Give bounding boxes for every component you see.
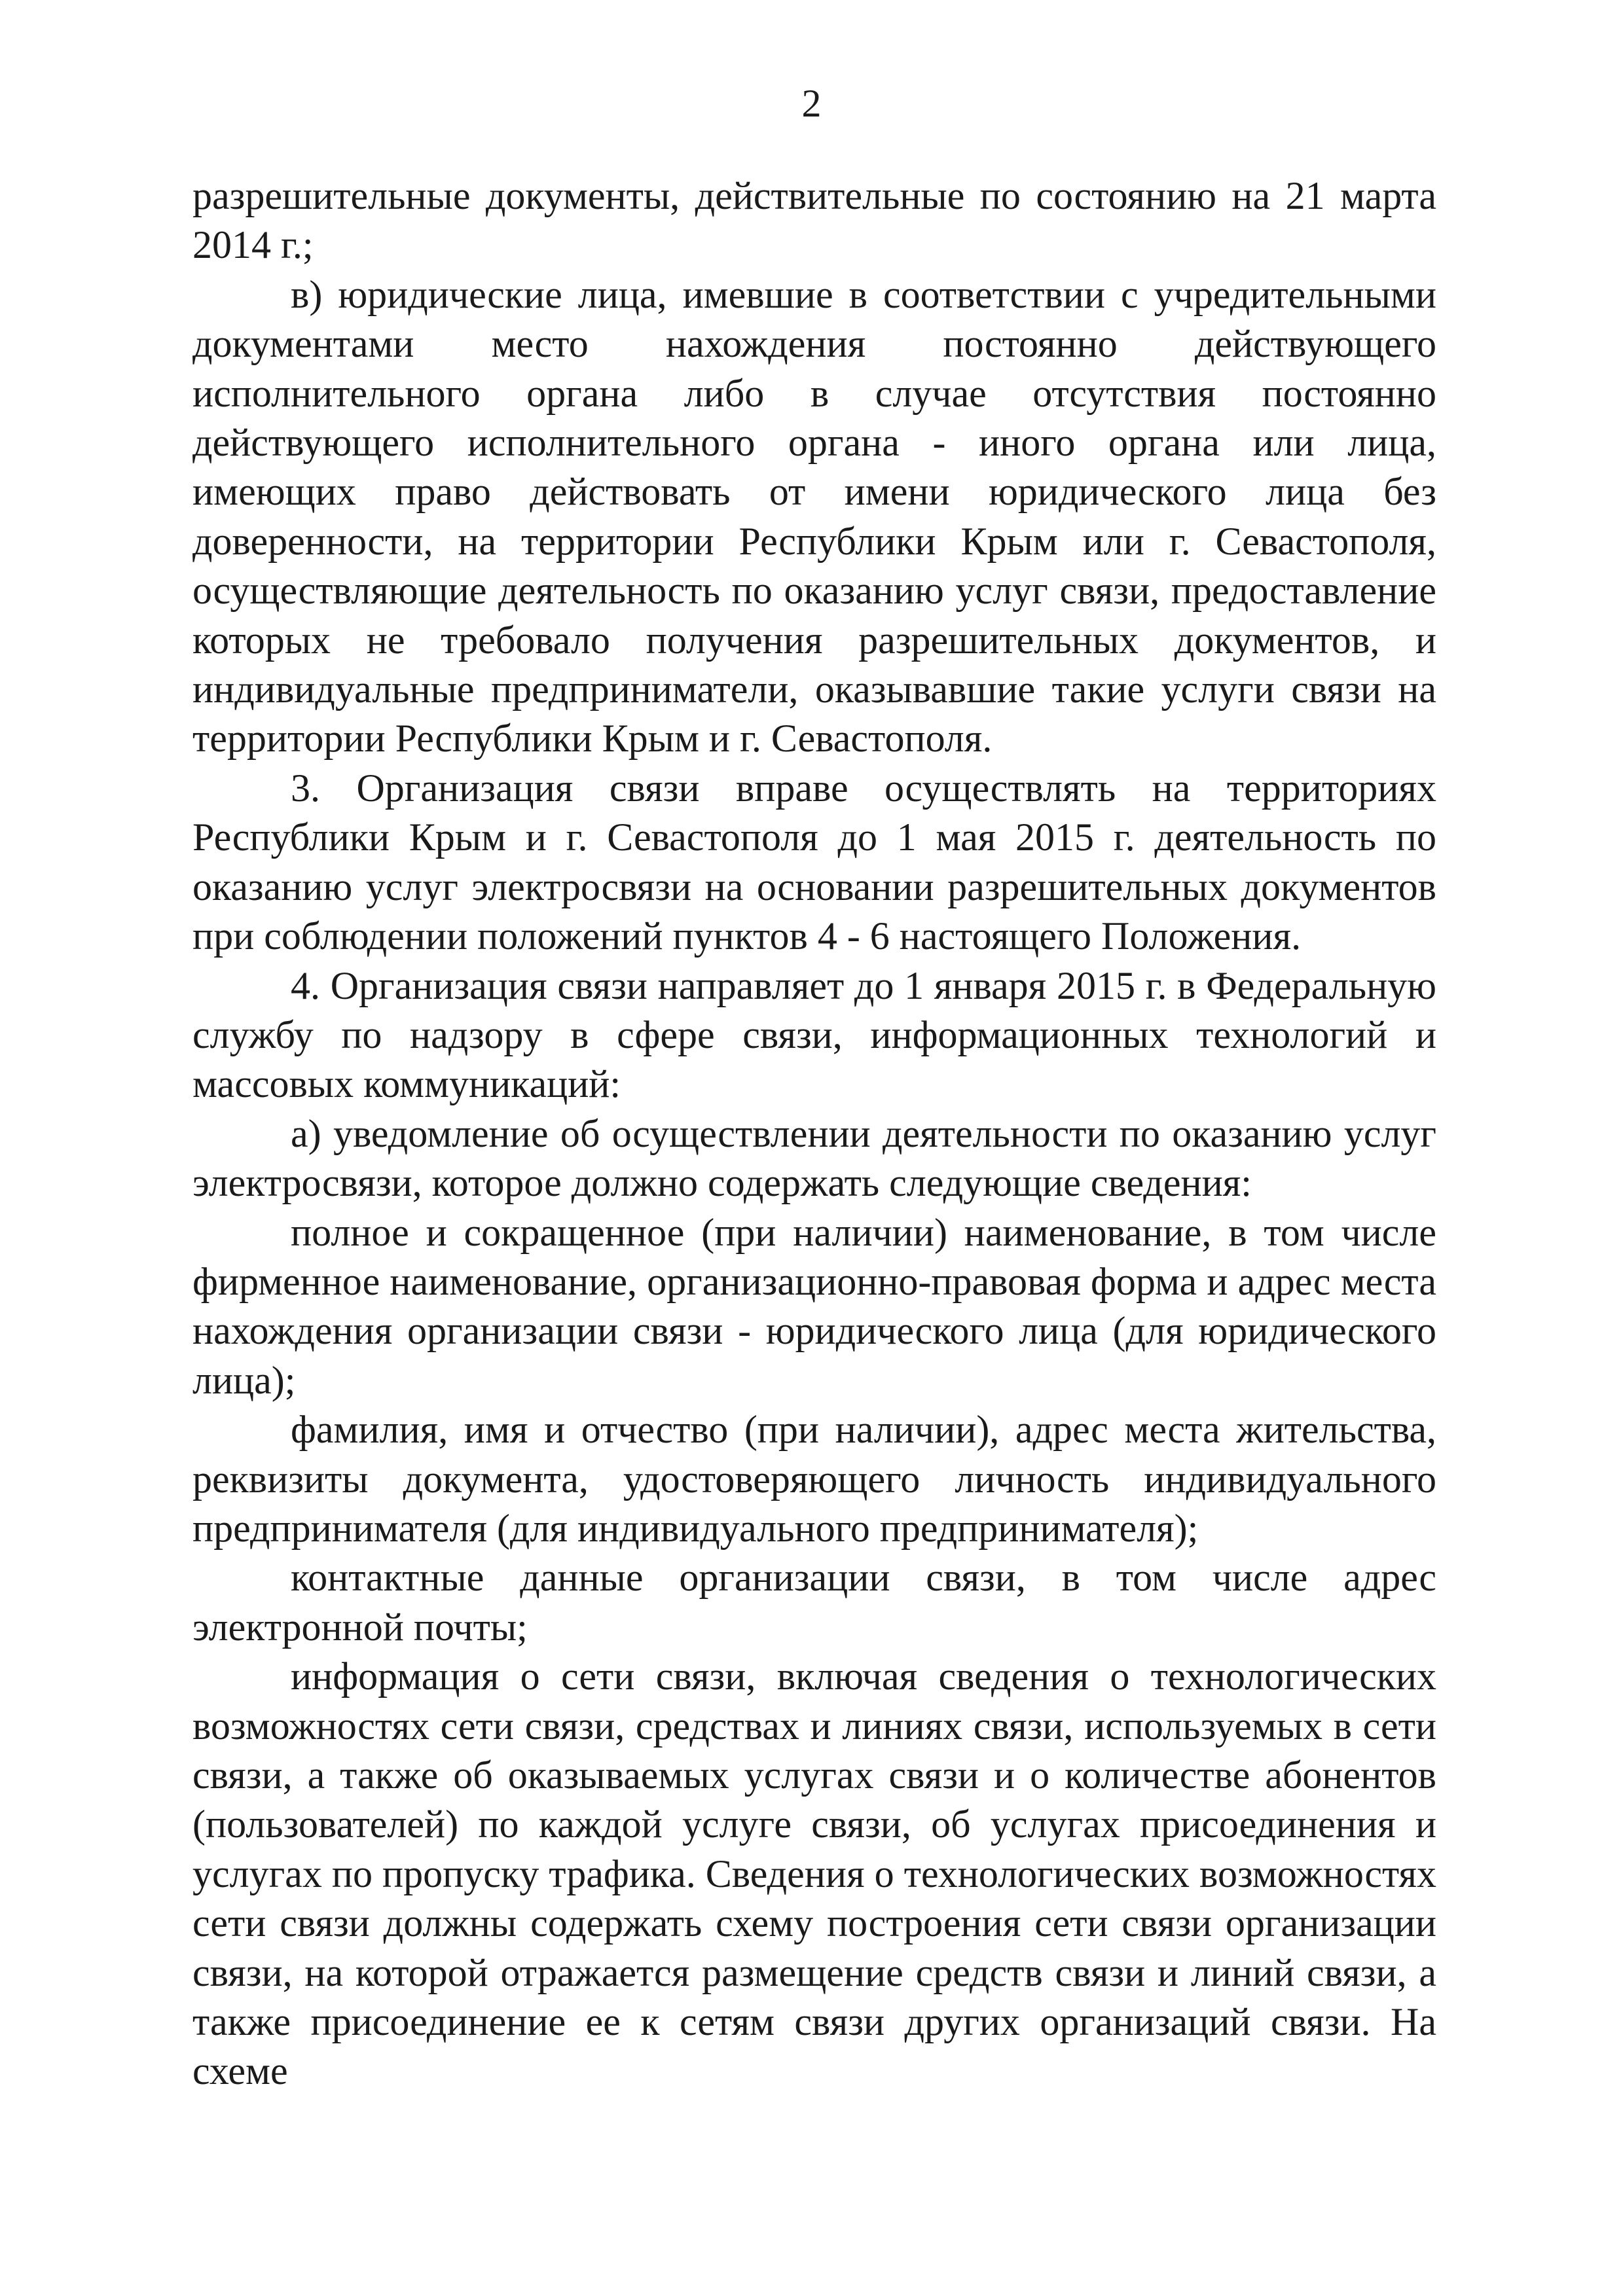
paragraph-network-info: информация о сети связи, включая сведения о технологических возможностях сети связи, средствах и линиях связи, используемых в сети связи, а также об оказываемых услугах связи и о количестве абонентов (пользователей) по каждой услуге связи, об услугах присоединения и услугах по пропуску трафика. Сведения о технологических возможностях сети связи должны содержать схему построения сети связи организации связи, на которой отражается размещение средств связи и линий связи, а также присоединение ее к сетям связи других организаций связи. На схеме (192, 1655, 1436, 2093)
document-body (192, 171, 1436, 2096)
paragraph-permits-continuation: разрешительные документы, действительные по состоянию на 21 марта 2014 г.; (192, 174, 1436, 267)
paragraph-full-name: полное и сокращенное (при наличии) наименование, в том числе фирменное наименование, организационно-правовая форма и адрес места нахождения организации связи - юридического лица (для юридического лица); (192, 1210, 1436, 1402)
paragraph-entrepreneur-details: фамилия, имя и отчество (при наличии), адрес места жительства, реквизиты документа, удостоверяющего личность индивидуального предпринимателя (для индивидуального предпринимателя); (192, 1408, 1436, 1550)
paragraph-contact-data: контактные данные организации связи, в том числе адрес электронной почты; (192, 1556, 1436, 1649)
page-number: 2 (801, 82, 822, 125)
paragraph-point-3: 3. Организация связи вправе осуществлять на территориях Республики Крым и г. Севастополя до 1 мая 2015 г. деятельность по оказанию услуг электросвязи на основании разрешительных документов при соблюдении положений пунктов 4 - 6 настоящего Положения. (192, 766, 1436, 958)
paragraph-item-a-notification: а) уведомление об осуществлении деятельности по оказанию услуг электросвязи, которое должно содержать следующие сведения: (192, 1111, 1436, 1205)
paragraph-item-v-legal-entities: в) юридические лица, имевшие в соответствии с учредительными документами место нахождения постоянно действующего исполнительного органа либо в случае отсутствия постоянно действующего исполнительного органа - иного органа или лица, имеющих право действовать от имени юридического лица без доверенности, на территории Республики Крым или г. Севастополя, осуществляющие деятельность по оказанию услуг связи, предоставление которых не требовало получения разрешительных документов, и индивидуальные предприниматели, оказывавшие такие услуги связи на территории Республики Крым и г. Севастополя. (192, 272, 1436, 761)
paragraph-point-4: 4. Организация связи направляет до 1 января 2015 г. в Федеральную службу по надзору в сфере связи, информационных технологий и массовых коммуникаций: (192, 963, 1436, 1106)
